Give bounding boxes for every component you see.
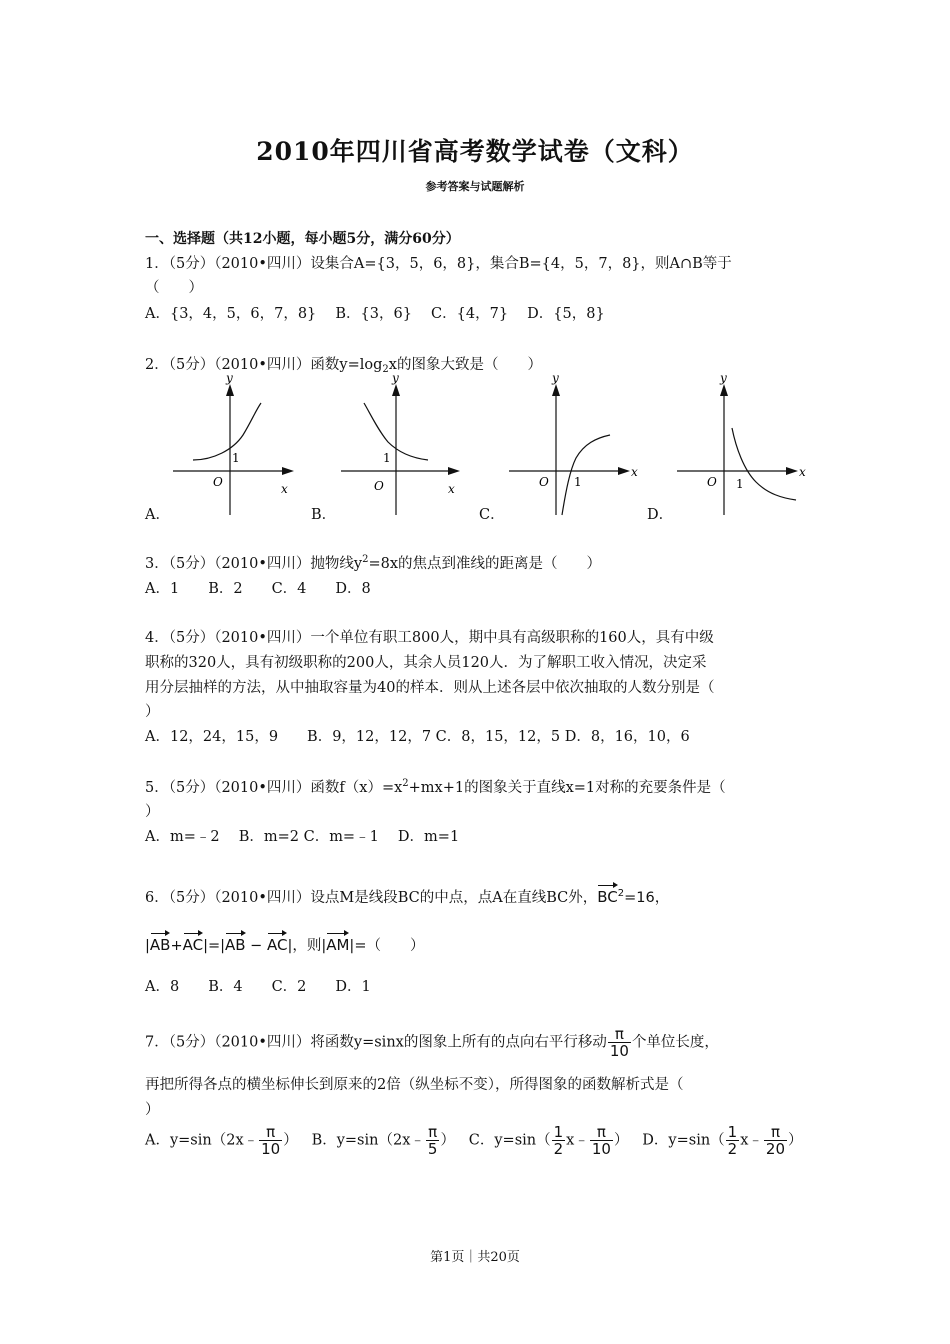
q6-stem: 6．（5分）（2010•四川）设点M是线段BC的中点，点A在直线BC外，$BC^2=16$， bbox=[145, 882, 669, 907]
page-subtitle: 参考答案与试题解析 bbox=[425, 180, 525, 193]
q5-stem: 5．（5分）（2010•四川）函数$f(x)=x^2+mx+1$的图象关于直线x=1对称的充要条件是（ bbox=[145, 778, 726, 796]
q5-line-2: ） bbox=[145, 804, 160, 820]
q1-options: A．{3，4，5，6，7，8} B．{3，6} C．{4，7} D．{5，8} bbox=[145, 306, 605, 322]
page-footer: 第1页｜共20页 bbox=[430, 1250, 520, 1265]
origin-label: O bbox=[213, 475, 223, 489]
vector-ac: AC bbox=[267, 930, 287, 954]
q2-graph-c bbox=[504, 370, 644, 520]
q7-stem: 7．（5分）（2010•四川）将函数y=sinx的图象上所有的点向右平行移动 $\frac{\pi}{10}$ 个单位长度， bbox=[145, 1025, 719, 1060]
y-axis-label: y bbox=[392, 371, 399, 385]
y-axis-label: y bbox=[552, 371, 559, 385]
q1-paren: （ ） bbox=[145, 280, 203, 296]
y-axis-label: y bbox=[226, 371, 233, 385]
q2-graph-b bbox=[336, 370, 471, 520]
vector-ac: AC bbox=[183, 930, 203, 954]
origin-label: O bbox=[539, 475, 549, 489]
tick-label: 1 bbox=[736, 477, 744, 491]
q7-options: A．y=sin（2x﹣ $\frac{\pi}{10}$ ） B．y=sin（2x﹣ $\frac{\pi}{5}$ ） C．y=sin（ $\frac{1}{2}$ x﹣ $\frac{\pi}{10}$ ） D．y=sin（ $\frac{1}{2}$ x﹣ $\frac{\pi}{20}$ ） bbox=[145, 1123, 803, 1158]
page-title: 2010年四川省高考数学试卷（文科） bbox=[256, 137, 694, 166]
q2-graph-d bbox=[672, 370, 812, 520]
q2-stem: 2．（5分）（2010•四川）函数$y=\log_2x$的图象大致是（ ） bbox=[145, 357, 542, 375]
tick-label: 1 bbox=[383, 451, 391, 465]
q6-options: A．8 B．4 C．2 D．1 bbox=[145, 979, 371, 995]
q6-condition: |AB+AC|=|AB − AC|，则|AM|=（ ） bbox=[145, 930, 424, 955]
vector-am: AM bbox=[326, 930, 349, 954]
x-axis-label: x bbox=[631, 465, 638, 479]
tick-label: 1 bbox=[232, 451, 240, 465]
vector-bc: BC bbox=[597, 882, 618, 906]
q3-stem: 3．（5分）（2010•四川）抛物线$y^2=8x$的焦点到准线的距离是（ ） bbox=[145, 554, 602, 572]
q3-options: A．1 B．2 C．4 D．8 bbox=[145, 581, 371, 597]
q4-line-2: 职称的320人，具有初级职称的200人，其余人员120人．为了解职工收入情况，决定采 bbox=[145, 655, 707, 671]
q7-line-2: 再把所得各点的横坐标伸长到原来的2倍（纵坐标不变），所得图象的函数解析式是（ bbox=[145, 1077, 684, 1093]
origin-label: O bbox=[707, 475, 717, 489]
q2-label-a: A． bbox=[145, 507, 170, 523]
q5-options: A．m=﹣2 B．m=2 C．m=﹣1 D．m=1 bbox=[145, 829, 460, 845]
q7-line-3: ） bbox=[145, 1102, 160, 1118]
q4-line-1: 4．（5分）（2010•四川）一个单位有职工800人，期中具有高级职称的160人，具有中级 bbox=[145, 630, 714, 646]
q1-stem: 1．（5分）（2010•四川）设集合A={3，5，6，8}，集合B={4，5，7，8}，则A∩B等于 bbox=[145, 256, 732, 272]
fraction-pi-10: $\frac{\pi}{10}$ bbox=[609, 1025, 629, 1060]
q2-label-d: D． bbox=[647, 507, 674, 523]
q2-label-b: B． bbox=[311, 507, 337, 523]
tick-label: 1 bbox=[574, 475, 582, 489]
x-axis-label: x bbox=[281, 482, 288, 496]
q2-label-c: C． bbox=[479, 507, 505, 523]
q4-line-3: 用分层抽样的方法，从中抽取容量为40的样本．则从上述各层中依次抽取的人数分别是（ bbox=[145, 680, 715, 696]
q2-graph-a bbox=[168, 370, 303, 520]
x-axis-label: x bbox=[799, 465, 806, 479]
x-axis-label: x bbox=[448, 482, 455, 496]
q4-options: A．12，24，15，9 B．9，12，12，7 C．8，15，12，5 D．8，16，10，6 bbox=[145, 729, 690, 745]
vector-ab: AB bbox=[225, 930, 246, 954]
origin-label: O bbox=[374, 479, 384, 493]
q4-line-4: ） bbox=[145, 704, 160, 720]
y-axis-label: y bbox=[720, 371, 727, 385]
section-heading: 一、选择题（共12小题，每小题5分，满分60分） bbox=[145, 231, 460, 247]
vector-ab: AB bbox=[150, 930, 171, 954]
